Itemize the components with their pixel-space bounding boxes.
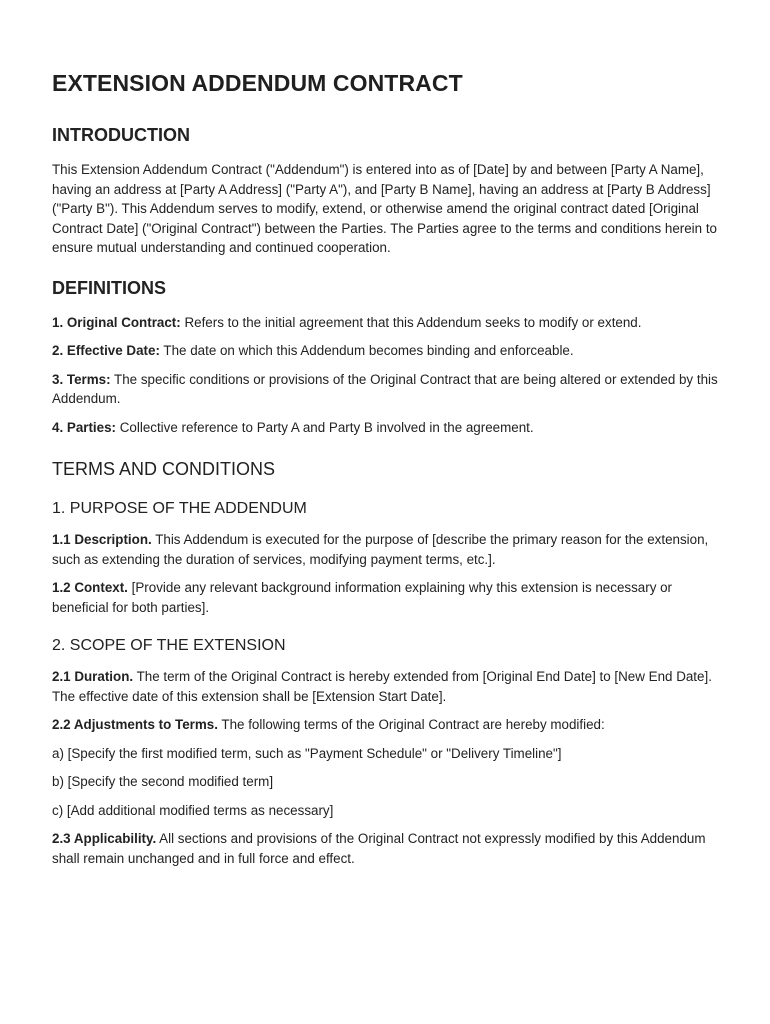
definition-term: 1. Original Contract: xyxy=(52,314,181,330)
scope-heading: 2. SCOPE OF THE EXTENSION xyxy=(52,637,286,654)
purpose-heading: 1. PURPOSE OF THE ADDENDUM xyxy=(52,500,307,517)
clause-term: 1.1 Description. xyxy=(52,532,152,547)
definition-text: The date on which this Addendum becomes binding and enforceable. xyxy=(163,343,574,358)
introduction-text: This Extension Addendum Contract ("Addendum") is entered into as of [Date] by and between [Party A Name], having an address at [Party A Address] ("Party A"), and [Party B Name], having an address at [Party B Address] ("Party B"). This Addendum serves to modify, extend, or otherwise amend the original contract dated [Original Contract Date] ("Original Contract") between the Parties. The Parties agree to the terms and conditions herein to ensure mutual understanding and continued cooperation. xyxy=(52,162,717,255)
clause-item xyxy=(52,667,720,706)
definition-item xyxy=(52,370,720,409)
definition-term: 3. Terms: xyxy=(52,371,111,387)
clause-text: All sections and provisions of the Original Contract not expressly modified by this Addendum shall remain unchanged and in full force and effect. xyxy=(52,831,706,866)
clause-text: The term of the Original Contract is hereby extended from [Original End Date] to [New End Date]. The effective date of this extension shall be [Extension Start Date]. xyxy=(52,669,712,704)
document-title: EXTENSION ADDENDUM CONTRACT xyxy=(52,70,463,96)
definition-text: The specific conditions or provisions of the Original Contract that are being altered or extended by this Addendum. xyxy=(52,371,718,406)
definitions-heading: DEFINITIONS xyxy=(52,277,167,298)
list-item: c) [Add additional modified terms as necessary] xyxy=(52,802,334,818)
definition-item xyxy=(52,313,720,333)
clause-term: 2.1 Duration. xyxy=(52,669,134,684)
clause-text: This Addendum is executed for the purpose of [describe the primary reason for the extension, such as extending the duration of services, modifying payment terms, etc.]. xyxy=(52,532,709,567)
clause-item xyxy=(52,530,720,569)
definition-text: Collective reference to Party A and Party B involved in the agreement. xyxy=(119,419,534,435)
clause-term: 2.3 Applicability. xyxy=(52,831,157,846)
introduction-heading: INTRODUCTION xyxy=(52,125,190,145)
definition-term: 4. Parties: xyxy=(52,419,117,435)
list-item: a) [Specify the first modified term, such as "Payment Schedule" or "Delivery Timeline"] xyxy=(52,745,562,761)
clause-term: 1.2 Context. xyxy=(52,580,128,595)
definition-item xyxy=(52,341,720,361)
clause-item xyxy=(52,829,720,868)
document-page xyxy=(52,70,720,877)
clause-item xyxy=(52,578,720,617)
clause-term: 2.2 Adjustments to Terms. xyxy=(52,717,218,732)
definition-text: Refers to the initial agreement that this Addendum seeks to modify or extend. xyxy=(184,314,642,330)
clause-item xyxy=(52,715,720,735)
list-item: b) [Specify the second modified term] xyxy=(52,774,274,789)
terms-heading: TERMS AND CONDITIONS xyxy=(52,459,276,479)
definition-term: 2. Effective Date: xyxy=(52,343,160,358)
clause-text: [Provide any relevant background information explaining why this extension is necessary or beneficial for both parties]. xyxy=(52,580,673,615)
definition-item xyxy=(52,418,720,438)
clause-text: The following terms of the Original Contract are hereby modified: xyxy=(221,717,605,732)
